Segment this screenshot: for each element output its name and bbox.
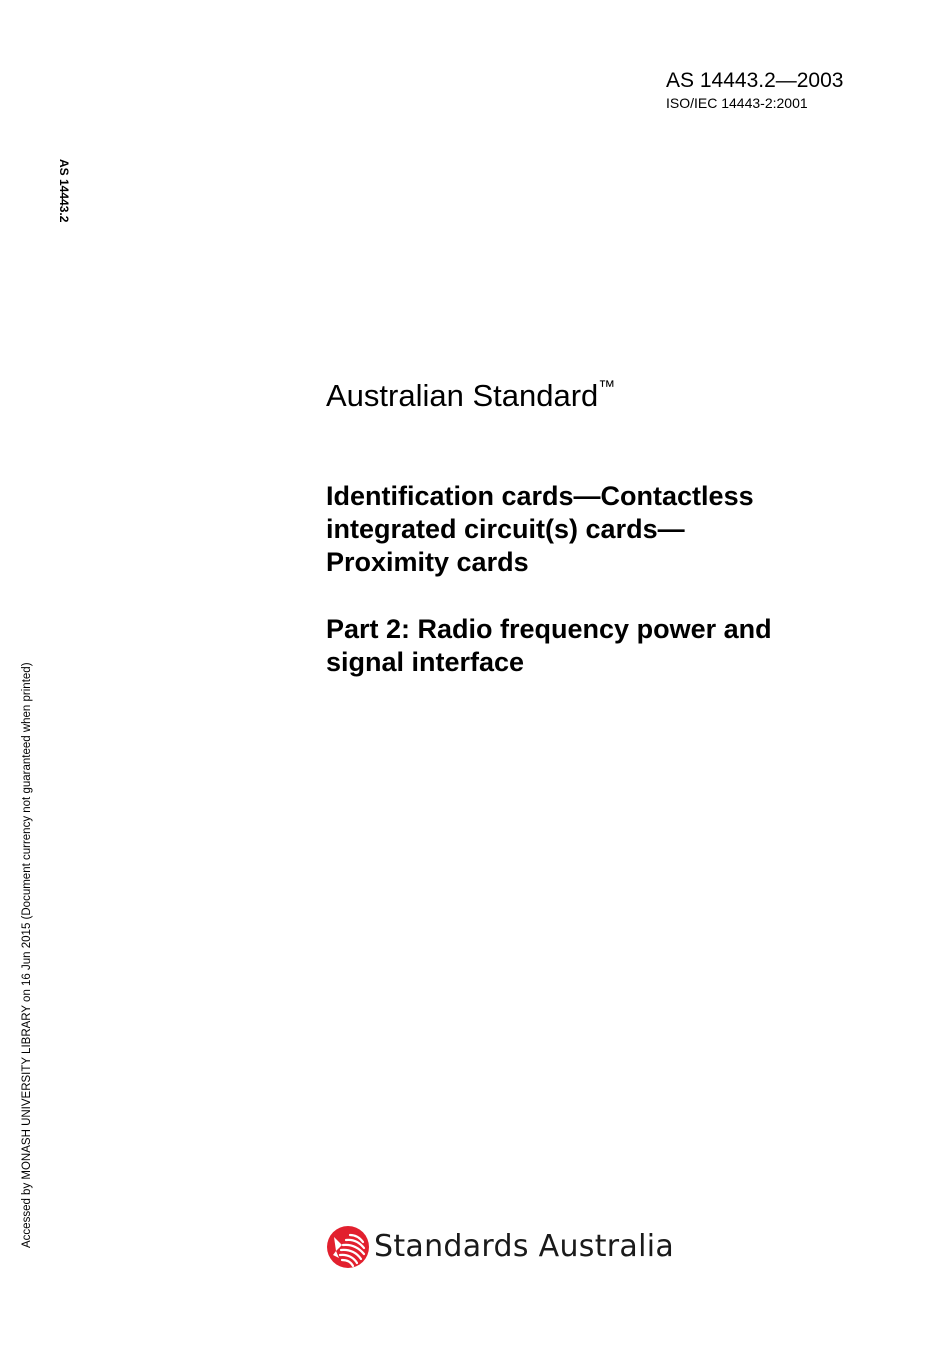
designation-text: Australian Standard	[326, 378, 599, 413]
iso-number: ISO/IEC 14443-2:2001	[666, 95, 808, 111]
spine-label-text: AS 14443.2	[57, 159, 71, 223]
document-subtitle	[326, 613, 846, 679]
document-title	[326, 480, 846, 579]
standards-australia-logo-icon	[326, 1225, 370, 1269]
subtitle-line: Part 2: Radio frequency power and	[326, 614, 772, 644]
access-note-text: Accessed by MONASH UNIVERSITY LIBRARY on 16 Jun 2015 (Document currency not guaranteed when printed)	[21, 662, 33, 1248]
title-line: Proximity cards	[326, 547, 529, 577]
spine-label	[56, 159, 76, 239]
standard-number: AS 14443.2—2003	[666, 69, 844, 92]
publisher-name: Standards Australia	[374, 1229, 675, 1264]
title-line: Identification cards—Contactless	[326, 481, 754, 511]
subtitle-line: signal interface	[326, 647, 525, 677]
access-note	[20, 598, 38, 1248]
publisher-logo	[326, 1224, 674, 1270]
title-line: integrated circuit(s) cards—	[326, 514, 685, 544]
document-designation	[326, 377, 615, 415]
trademark-symbol: ™	[598, 377, 616, 396]
